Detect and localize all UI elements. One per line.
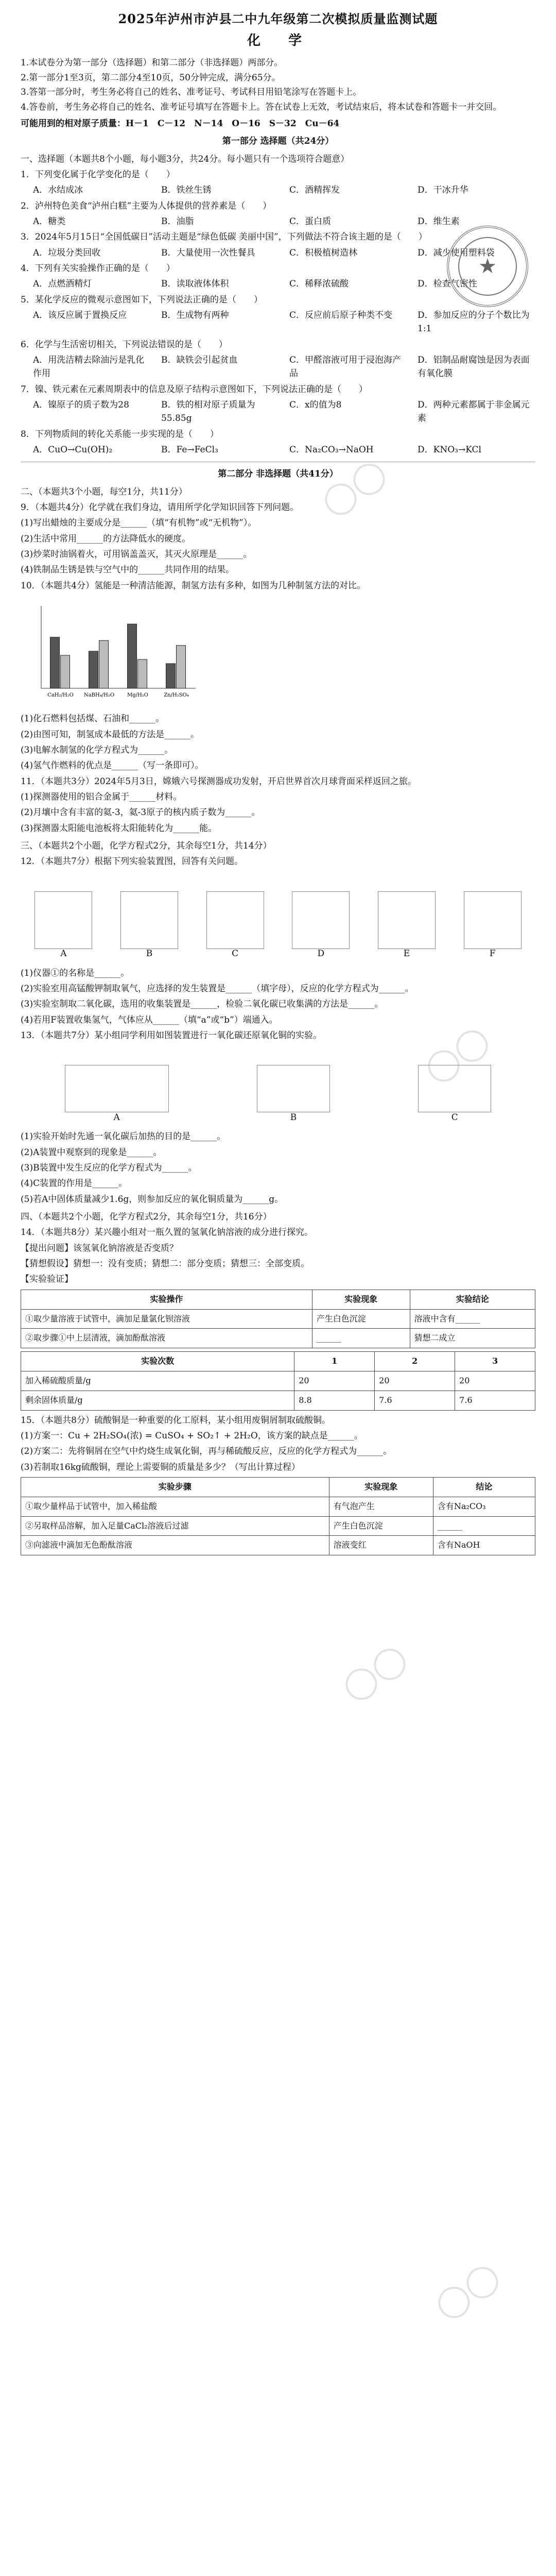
apparatus-label: A [113, 1112, 120, 1123]
table-header: 实验现象 [329, 1477, 433, 1497]
option-row [33, 353, 535, 381]
watermark: ◯◯ [428, 2256, 506, 2326]
chart-bar [166, 664, 176, 688]
question-line: (4)C装置的作用是______。 [21, 1178, 128, 1189]
section3-heading: 三、（本题共2个小题，化学方程式2分，其余每空1分，共14分） [21, 840, 272, 851]
option: B．大量使用一次性餐具 [161, 247, 255, 258]
option: B．生成物有两种 [161, 310, 229, 320]
question-line: (3)B装置中发生反应的化学方程式为______。 [21, 1163, 197, 1174]
option: B．Fe→FeCl₃ [161, 445, 218, 455]
table-cell: 剩余固体质量/g [21, 1391, 294, 1410]
question-stem: 3．2024年5月15日“全国低碳日”活动主题是“绿色低碳 美丽中国”，下列做法不符合该主题的是（ ） [21, 232, 427, 243]
note-item: 4.答卷前，考生务必将自己的姓名、准考证号填写在答题卡上。答在试卷上无效，考试结束后，将本试卷和答题卡一并交回。 [21, 101, 502, 112]
question-line: 【提出问题】该氢氧化钠溶液是否变质？ [21, 1243, 178, 1253]
table-cell: 20 [455, 1371, 535, 1391]
apparatus-d [292, 891, 350, 959]
table-cell: 猜想二成立 [410, 1329, 535, 1348]
question-line: (4)若用F装置收集氢气，气体应从______（填“a”或“b”）端通入。 [21, 1014, 278, 1025]
table-cell: ③向滤液中滴加无色酚酞溶液 [21, 1536, 329, 1555]
option-row [33, 398, 535, 426]
apparatus-b [257, 1065, 330, 1123]
option: D．铝制品耐腐蚀是因为表面有氧化膜 [418, 355, 530, 379]
experiment-table-2 [21, 1351, 535, 1410]
table-cell: 7.6 [375, 1391, 455, 1410]
question-stem: 1．下列变化属于化学变化的是（ ） [21, 169, 175, 180]
table-header: 3 [455, 1352, 535, 1371]
option: D．维生素 [418, 216, 460, 227]
question-line: (1)化石燃料包括煤、石油和______。 [21, 714, 165, 724]
option: A．镍原子的质子数为28 [33, 400, 129, 411]
option: C．积极植树造林 [289, 247, 358, 258]
question-line: (1)探测器使用的铝合金属于______材料。 [21, 791, 182, 802]
question-stem: 4．下列有关实验操作正确的是（ ） [21, 263, 175, 274]
q9-stem: 9．（本题共4分）化学就在我们身边，请用所学化学知识回答下列问题。 [21, 502, 299, 513]
option: B．缺铁会引起贫血 [161, 355, 238, 366]
q13-stem: 13．（本题共7分）某小组同学利用如图装置进行一氧化碳还原氧化铜的实验。 [21, 1030, 322, 1041]
chart-bar [177, 646, 186, 688]
option: A．水结成冰 [33, 185, 83, 196]
part2-heading: 第二部分 非选择题（共41分） [218, 469, 338, 480]
question-line: (2)A装置中观察到的现象是______。 [21, 1147, 162, 1158]
question-line: (2)方案二：先将铜屑在空气中灼烧生成氧化铜，再与稀硫酸反应，反应的化学方程式为______。 [21, 1446, 392, 1457]
section4-heading: 四、（本题共2个小题，化学方程式2分，其余每空1分，共16分） [21, 1212, 272, 1223]
chart-bar [50, 637, 60, 688]
table-cell: 8.8 [294, 1391, 375, 1410]
apparatus-figure [21, 872, 535, 959]
q15-lines [21, 1429, 535, 1474]
watermark: ◯◯ [335, 1637, 413, 1707]
apparatus-label: C [451, 1112, 458, 1123]
option: A．用洗洁精去除油污是乳化作用 [33, 355, 145, 379]
option: B．铁丝生锈 [161, 185, 212, 196]
option: B．油脂 [161, 216, 194, 227]
apparatus-b [120, 891, 178, 959]
chart-bar [138, 659, 147, 688]
table-cell: ②另取样品溶解，加入足量CaCl₂溶液后过滤 [21, 1516, 329, 1536]
subject-title: 化 学 [247, 33, 309, 49]
table-cell: 产生白色沉淀 [329, 1516, 433, 1536]
question-line: (1)方案一：Cu + 2H₂SO₄(浓) = CuSO₄ + SO₂↑ + 2H₂O，该方案的缺点是______。 [21, 1430, 363, 1441]
seal-inner-ring [458, 237, 517, 296]
table-row [21, 1371, 535, 1391]
q9-lines [21, 516, 535, 577]
table-row [21, 1391, 535, 1410]
option: C．Na₂CO₃→NaOH [289, 445, 374, 455]
option: A．点燃酒精灯 [33, 279, 92, 290]
question-stem: 6．化学与生活密切相关，下列说法错误的是（ ） [21, 339, 228, 350]
option-row [33, 215, 535, 228]
question-line: (1)实验开始时先通一氧化碳后加热的目的是______。 [21, 1131, 226, 1142]
x-tick-label: CaH₂/H₂O [47, 692, 74, 699]
question-line: (3)若制取16kg硫酸铜，理论上需要铜的质量是多少？（写出计算过程） [21, 1462, 300, 1472]
table-header: 1 [294, 1352, 375, 1371]
option: C．x的值为8 [289, 400, 342, 411]
apparatus-label: F [489, 948, 496, 959]
table-header: 实验次数 [21, 1352, 294, 1371]
experiment-table-1 [21, 1290, 535, 1348]
question-line: 【实验验证】 [21, 1274, 73, 1285]
apparatus-label: B [146, 948, 153, 959]
table-cell: ①取少量溶液于试管中，滴加足量氯化钡溶液 [21, 1309, 312, 1329]
question-line: (3)探测器太阳能电池板将太阳能转化为______能。 [21, 823, 217, 834]
question-stem: 8．下列物质间的转化关系能一步实现的是（ ） [21, 429, 219, 439]
seal-star-icon: ★ [478, 255, 497, 278]
table-cell: 产生白色沉淀 [312, 1309, 410, 1329]
q15-stem: 15．（本题共8分）硫酸铜是一种重要的化工原料，某小组用废铜屑制取硫酸铜。 [21, 1415, 331, 1426]
table-cell: ______ [312, 1329, 410, 1348]
x-tick-label: Zn/H₂SO₄ [164, 692, 189, 699]
table-cell: 7.6 [455, 1391, 535, 1410]
table-cell: 加入稀硫酸质量/g [21, 1371, 294, 1391]
table-row [21, 1329, 535, 1348]
option: A．CuO→Cu(OH)₂ [33, 445, 113, 455]
school-seal [447, 226, 528, 307]
option: D．干冰升华 [418, 185, 468, 196]
x-tick-label: Mg/H₂O [127, 692, 148, 699]
q10-lines [21, 712, 535, 772]
atomic-masses: 可能用到的相对原子质量：H－1 C－12 N－14 O－16 S－32 Cu－64 [21, 118, 340, 129]
experiment-table-3 [21, 1477, 535, 1555]
question-stem: 2．泸州特色美食“泸州白糕”主要为人体提供的营养素是（ ） [21, 200, 272, 211]
question-line: (1)仪器①的名称是______。 [21, 968, 130, 978]
chart-bar [89, 651, 98, 688]
question-line: (3)实验室制取二氧化碳，选用的收集装置是______，检验二氧化碳已收集满的方法是______。 [21, 999, 384, 1010]
option: C．蛋白质 [289, 216, 332, 227]
x-tick-label: NaBH₄/H₂O [83, 692, 115, 699]
notes [21, 56, 535, 113]
table-row [21, 1309, 535, 1329]
option-row [33, 183, 535, 197]
question-line: (4)铁制品生锈是铁与空气中的______共同作用的结果。 [21, 565, 235, 575]
table-header: 实验现象 [312, 1290, 410, 1309]
question-line: (3)电解水制氢的化学方程式为______。 [21, 744, 173, 755]
option: B．铁的相对原子质量为55.85g [161, 400, 255, 424]
option: D．KNO₃→KCl [418, 445, 481, 455]
note-item: 3.答第一部分时，考生务必将自己的姓名、准考证号、考试科目用铅笔涂写在答题卡上。 [21, 87, 362, 98]
note-item: 2.第一部分1至3页，第二部分4至10页，50分钟完成，满分65分。 [21, 72, 281, 83]
question-line: (4)氢气作燃料的优点是______（写一条即可）。 [21, 760, 204, 771]
table-cell: 含有NaOH [433, 1536, 535, 1555]
table-cell: 溶液中含有______ [410, 1309, 535, 1329]
table-cell: ①取少量样品于试管中，加入稀盐酸 [21, 1497, 329, 1516]
table-cell: ______ [433, 1516, 535, 1536]
section2-heading: 二、（本题共3个小题，每空1分，共11分） [21, 486, 187, 497]
option: C．稀释浓硫酸 [289, 279, 349, 290]
chart-bar [99, 640, 109, 688]
table-cell: 有气泡产生 [329, 1497, 433, 1516]
apparatus-label: A [60, 948, 67, 959]
table-cell: ②取步骤①中上层清液，滴加酚酞溶液 [21, 1329, 312, 1348]
table-row [21, 1497, 535, 1516]
option: C．反应前后原子种类不变 [289, 310, 393, 320]
q10-stem: 10．（本题共4分）氢能是一种清洁能源，制氢方法有多种，如图为几种制氢方法的对比。 [21, 580, 366, 591]
apparatus-c [206, 891, 264, 959]
q12-stem: 12．（本题共7分）根据下列实验装置图，回答有关问题。 [21, 856, 243, 867]
table-header: 实验结论 [410, 1290, 535, 1309]
table-header: 2 [375, 1352, 455, 1371]
question-line: (2)实验室用高锰酸钾制取氧气，应选择的发生装置是______（填字母），反应的化学方程式为______。 [21, 983, 414, 994]
question-line: (1)写出蜡烛的主要成分是______（填“有机物”或“无机物”）。 [21, 518, 257, 529]
question-stem: 5．某化学反应的微观示意图如下，下列说法正确的是（ ） [21, 294, 263, 305]
note-item: 1.本试卷分为第一部分（选择题）和第二部分（非选择题）两部分。 [21, 58, 283, 69]
q14-lines [21, 1242, 535, 1286]
q12-lines [21, 967, 535, 1027]
option: A．垃圾分类回收 [33, 247, 101, 258]
apparatus-label: C [232, 948, 239, 959]
question-line: (2)生活中常用______的方法降低水的硬度。 [21, 533, 191, 544]
table-row [21, 1536, 535, 1555]
option: D．两种元素都属于非金属元素 [418, 400, 530, 424]
apparatus-a [34, 891, 92, 959]
q11-stem: 11．（本题共3分）2024年5月3日，嫦娥六号探测器成功发射，开启世界首次月球背面采样返回之旅。 [21, 776, 416, 787]
apparatus-f [464, 891, 522, 959]
chart-bar [128, 624, 137, 688]
part1-questions [21, 168, 535, 457]
option-row [33, 309, 535, 336]
q11-lines [21, 790, 535, 835]
apparatus-label: B [290, 1112, 297, 1123]
option: C．酒精挥发 [289, 185, 340, 196]
chart-bar [61, 655, 70, 688]
table-header: 实验操作 [21, 1290, 312, 1309]
apparatus-label: D [317, 948, 325, 959]
question-line: (5)若A中固体质量减少1.6g，则参加反应的氧化铜质量为______g。 [21, 1194, 284, 1205]
q14-stem: 14．（本题共8分）某兴趣小组对一瓶久置的氢氧化钠溶液的成分进行探究。 [21, 1227, 313, 1238]
option: D．减少使用塑料袋 [418, 247, 495, 258]
question-line: 【猜想假设】猜想一：没有变质；猜想二：部分变质；猜想三：全部变质。 [21, 1259, 309, 1269]
watermark: ◯◯ [315, 452, 392, 522]
table-row [21, 1516, 535, 1536]
question-line: (3)炒菜时油锅着火，可用锅盖盖灭，其灭火原理是______。 [21, 549, 252, 560]
part1-intro: 一、选择题（本题共8个小题，每小题3分，共24分。每小题只有一个选项符合题意） [21, 154, 350, 164]
table-cell: 溶液变红 [329, 1536, 433, 1555]
option: A．该反应属于置换反应 [33, 310, 127, 320]
option: D．检查气密性 [418, 279, 477, 290]
apparatus-a [65, 1065, 169, 1123]
watermark: ◯◯ [418, 1019, 495, 1089]
cost-bar-chart [21, 596, 206, 709]
table-cell: 20 [375, 1371, 455, 1391]
apparatus-e [378, 891, 436, 959]
apparatus-label: E [403, 948, 410, 959]
question-stem: 7．镍、铁元素在元素周期表中的信息及原子结构示意图如下，下列说法正确的是（ ） [21, 384, 368, 395]
option: C．甲醛溶液可用于浸泡海产品 [289, 355, 402, 379]
table-header: 实验步骤 [21, 1477, 329, 1497]
table-cell: 含有Na₂CO₃ [433, 1497, 535, 1516]
page-title: 2025年泸州市泸县二中九年级第二次模拟质量监测试题 [118, 11, 438, 26]
option: A．糖类 [33, 216, 66, 227]
q13-lines [21, 1130, 535, 1206]
option: B．读取液体体积 [161, 279, 229, 290]
option-row [33, 443, 535, 456]
table-cell: 20 [294, 1371, 375, 1391]
option: D．参加反应的分子个数比为1:1 [418, 310, 530, 334]
question-line: (2)月壤中含有丰富的氦-3，氦-3原子的核内质子数为______。 [21, 807, 260, 818]
question-line: (2)由图可知，制氢成本最低的方法是______。 [21, 729, 200, 740]
part1-heading: 第一部分 选择题（共24分） [222, 136, 334, 147]
table-header: 结论 [433, 1477, 535, 1497]
